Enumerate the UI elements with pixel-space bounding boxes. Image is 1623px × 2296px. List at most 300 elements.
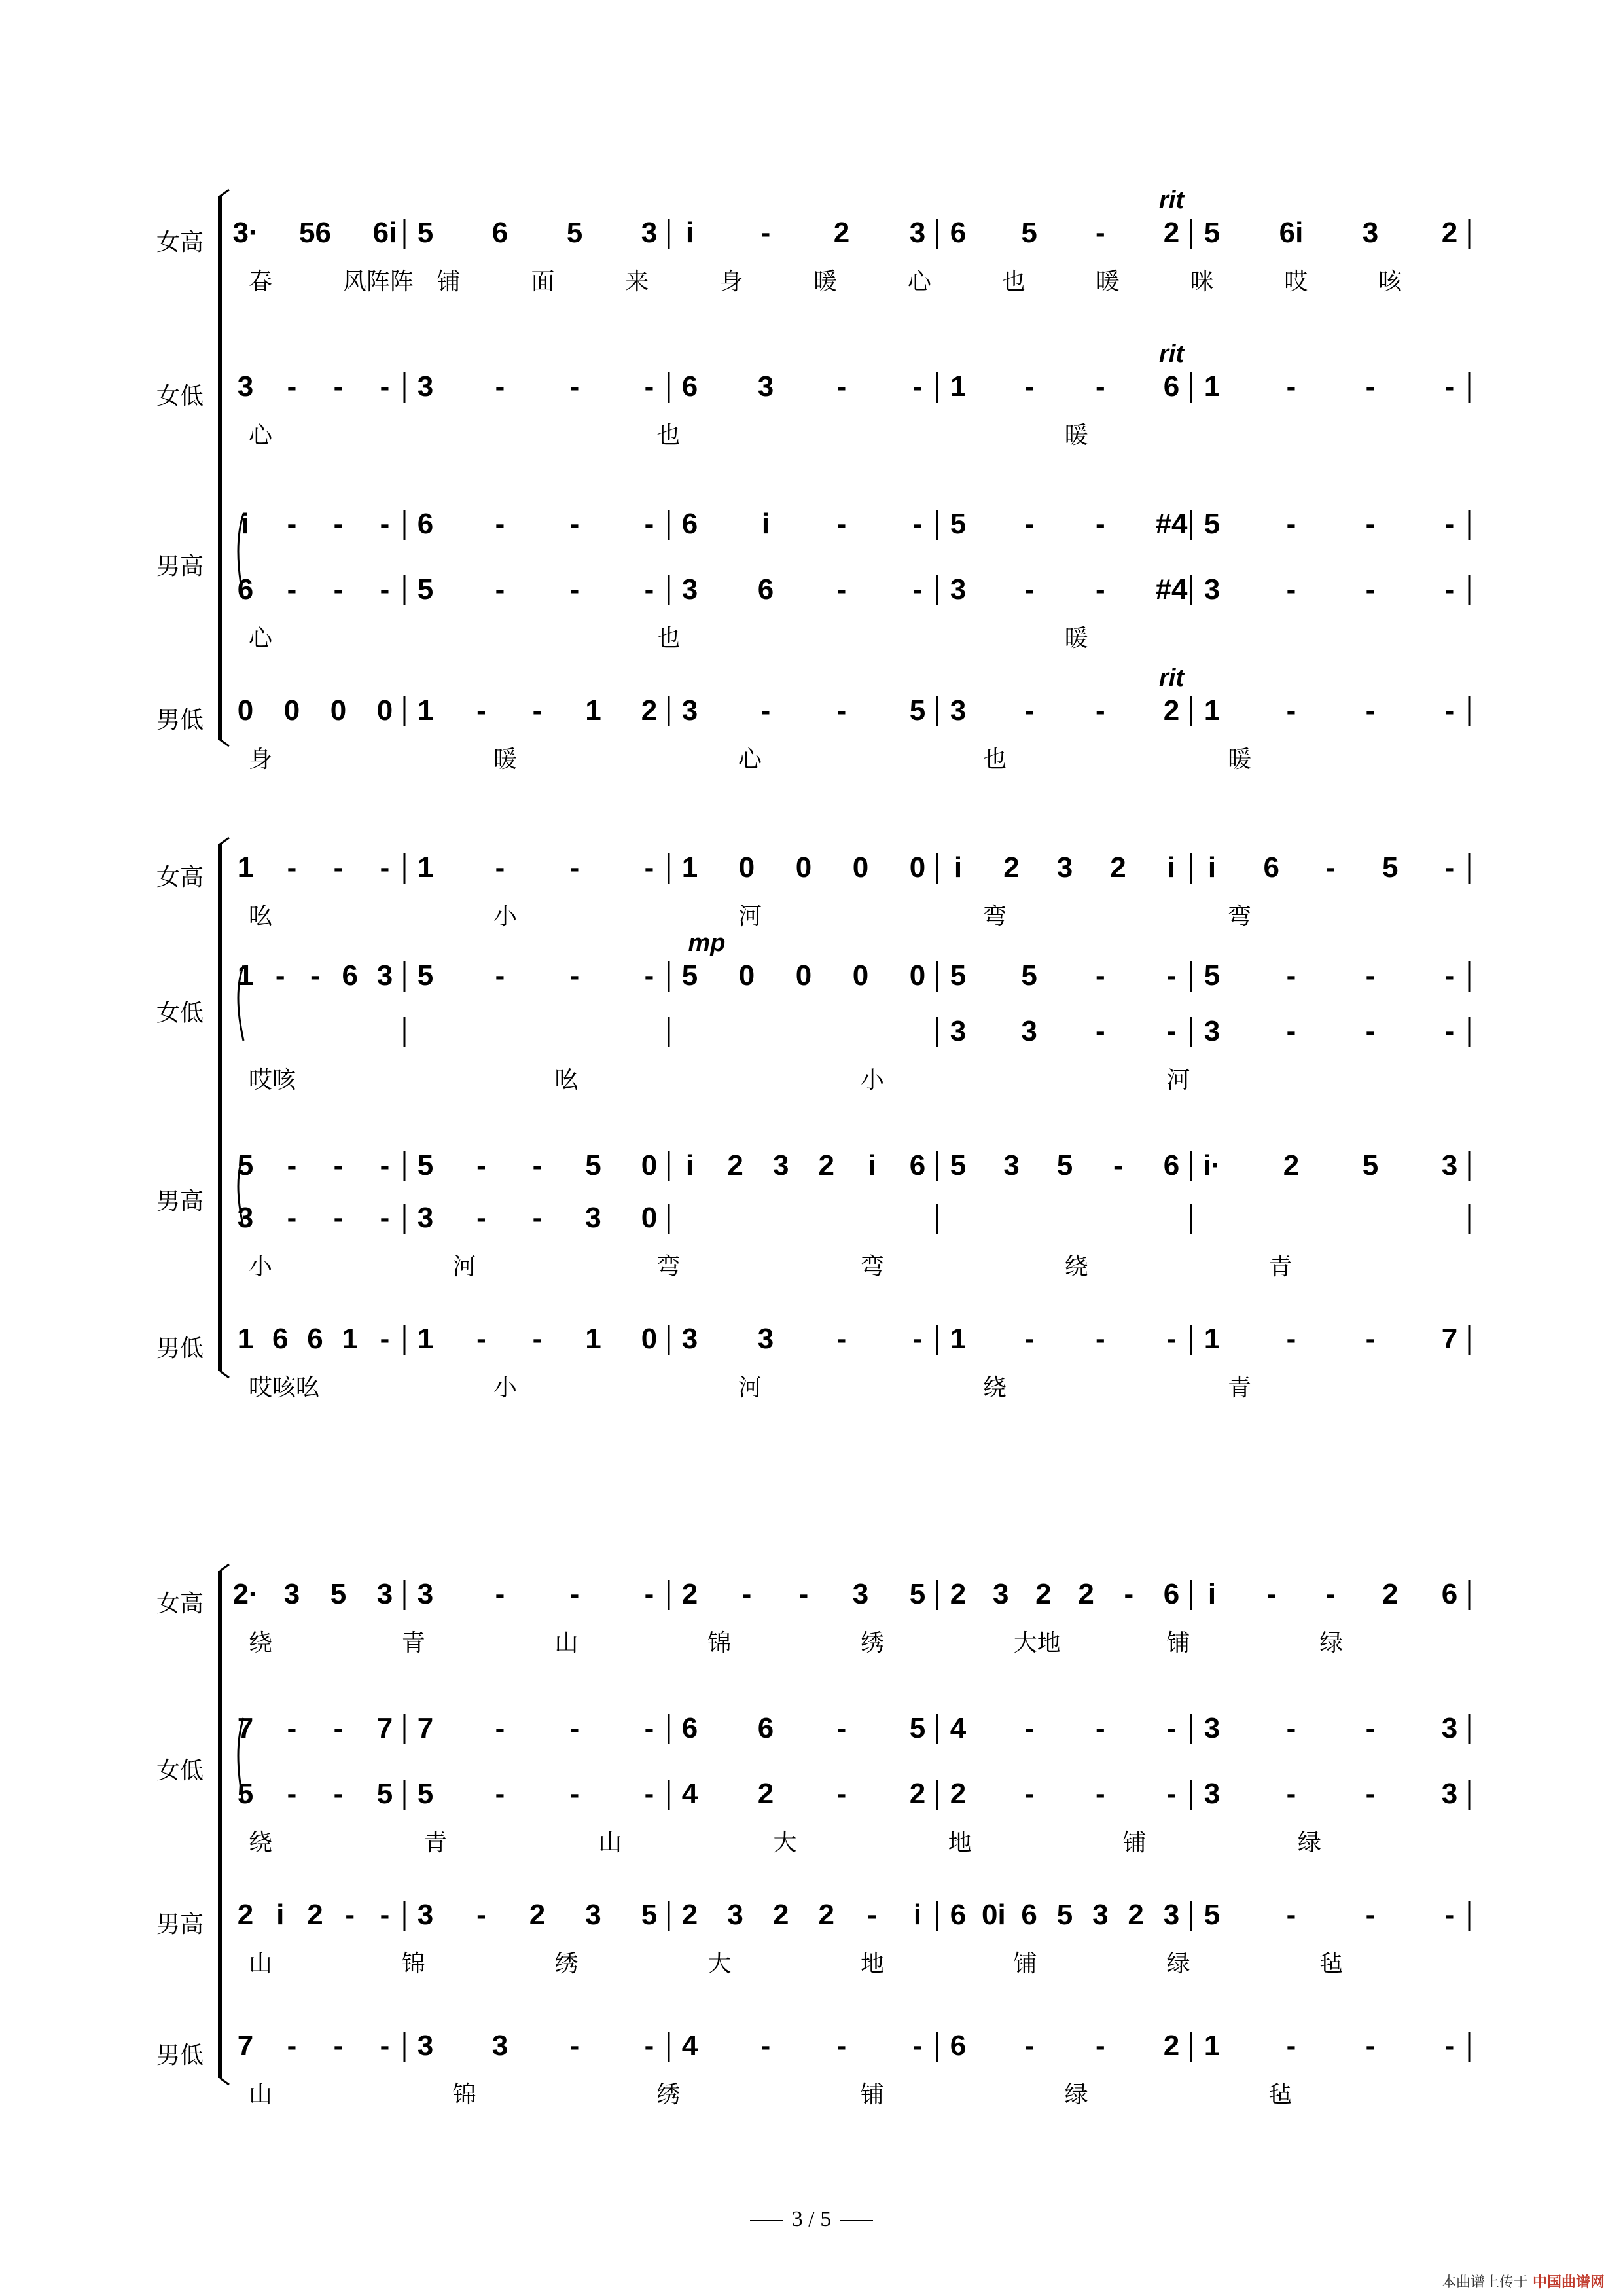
- note: i·: [1203, 1149, 1221, 1181]
- note: i: [1207, 852, 1217, 884]
- note: 6: [1163, 370, 1180, 403]
- note: i: [685, 1149, 694, 1181]
- lyric: 暖: [813, 268, 838, 295]
- note: -: [569, 852, 580, 884]
- note: 3: [681, 573, 698, 605]
- note: 6: [491, 217, 508, 249]
- note: 6: [1163, 1149, 1180, 1181]
- note: -: [912, 2030, 923, 2062]
- note: 1: [1204, 694, 1221, 726]
- note: 3: [772, 1149, 789, 1181]
- note: -: [1365, 694, 1376, 726]
- note: 2: [818, 1899, 835, 1931]
- lyric: 小: [861, 1066, 885, 1093]
- note: i: [276, 1899, 285, 1931]
- note: i: [1167, 852, 1176, 884]
- note: 0: [852, 852, 869, 884]
- note: -: [1365, 1015, 1376, 1047]
- note: -: [1166, 960, 1177, 992]
- note: 6: [950, 217, 967, 249]
- note: 5: [417, 960, 434, 992]
- note: -: [380, 1323, 390, 1355]
- note: -: [1096, 573, 1105, 605]
- note: 1: [1204, 370, 1221, 403]
- note: -: [1096, 2030, 1105, 2062]
- note: 6: [950, 1899, 967, 1931]
- note: -: [333, 573, 344, 605]
- note: 3: [417, 2030, 434, 2062]
- note: 5: [1056, 1899, 1073, 1931]
- note: -: [380, 2030, 390, 2062]
- note: -: [380, 370, 390, 403]
- note: -: [476, 1323, 486, 1355]
- staff-label-女高: 女高: [156, 1590, 204, 1617]
- note: -: [912, 508, 923, 540]
- note: -: [1096, 370, 1105, 403]
- note: 3: [681, 694, 698, 726]
- lyric: 春: [249, 268, 273, 295]
- lyric: 绿: [1166, 1950, 1190, 1977]
- note: 3: [1092, 1899, 1109, 1931]
- lyric: 心: [907, 268, 931, 295]
- note: 1: [417, 694, 434, 726]
- note: -: [644, 1712, 654, 1744]
- note: 2: [950, 1778, 967, 1810]
- note: 3: [852, 1578, 869, 1610]
- note: -: [741, 1578, 752, 1610]
- mark-rit: rit: [1159, 664, 1184, 692]
- lyric: 青: [423, 1829, 448, 1856]
- note: i: [1207, 1578, 1217, 1610]
- note: 5: [950, 508, 967, 540]
- note: -: [569, 573, 580, 605]
- note: 6: [681, 370, 698, 403]
- note: -: [836, 508, 847, 540]
- lyric: 河: [738, 1374, 762, 1401]
- note: 1: [585, 694, 601, 726]
- lyric: 河: [1166, 1066, 1190, 1093]
- note: 2: [1163, 694, 1180, 726]
- lyric: 毡: [1319, 1950, 1344, 1977]
- note: 3: [1021, 1015, 1037, 1047]
- note: -: [1286, 508, 1296, 540]
- note: -: [380, 1149, 390, 1181]
- note: 2: [1035, 1578, 1052, 1610]
- note: 2: [681, 1578, 698, 1610]
- note: -: [1024, 1712, 1034, 1744]
- lyric: 绣: [656, 2081, 681, 2108]
- lyric: 来: [625, 268, 649, 295]
- note: 1: [1204, 2030, 1221, 2062]
- note: 6i: [372, 217, 397, 249]
- note: 3: [417, 1202, 434, 1234]
- note: -: [1286, 960, 1296, 992]
- note: -: [1444, 508, 1455, 540]
- note: 1: [237, 852, 254, 884]
- note: -: [912, 573, 923, 605]
- lyric: 弯: [1228, 903, 1252, 929]
- note: 5: [1204, 217, 1221, 249]
- note: -: [836, 2030, 847, 2062]
- note: 3: [376, 960, 393, 992]
- note: -: [333, 1778, 344, 1810]
- lyric: 哎咳: [249, 1066, 296, 1093]
- system-bracket-bottom: [220, 740, 229, 746]
- lyric: 身: [719, 268, 743, 295]
- note: 3: [585, 1202, 601, 1234]
- note: -: [345, 1899, 355, 1931]
- note: -: [532, 1149, 543, 1181]
- note: -: [476, 694, 486, 726]
- note: -: [495, 1778, 505, 1810]
- note: -: [644, 573, 654, 605]
- note: 3: [1441, 1712, 1458, 1744]
- lyric: 弯: [861, 1253, 885, 1280]
- lyric: 地: [948, 1829, 972, 1856]
- page-number: [0, 2207, 1623, 2232]
- note: 3: [950, 694, 967, 726]
- note: 1: [585, 1323, 601, 1355]
- lyric: 河: [738, 903, 762, 929]
- note: 6: [307, 1323, 323, 1355]
- note: 0: [909, 960, 926, 992]
- note: -: [287, 1712, 297, 1744]
- note: -: [836, 1712, 847, 1744]
- lyric: 山: [598, 1829, 622, 1856]
- note: #4: [1155, 508, 1188, 540]
- note: -: [1096, 508, 1105, 540]
- lyric: 铺: [1122, 1829, 1147, 1856]
- note: 5: [909, 1712, 926, 1744]
- system-bracket-bottom: [220, 1371, 229, 1378]
- note: 2: [818, 1149, 835, 1181]
- note: -: [1096, 1778, 1105, 1810]
- note: 7: [237, 1712, 254, 1744]
- lyric: 风阵阵: [342, 268, 414, 295]
- note: -: [333, 370, 344, 403]
- lyric: 哎: [1284, 268, 1308, 295]
- lyric: 面: [531, 268, 555, 295]
- note: -: [1444, 370, 1455, 403]
- note: 3: [681, 1323, 698, 1355]
- note: -: [1365, 960, 1376, 992]
- note: -: [1266, 1578, 1277, 1610]
- note: 5: [681, 960, 698, 992]
- note: -: [798, 1578, 809, 1610]
- note: -: [476, 1202, 486, 1234]
- note: -: [495, 573, 505, 605]
- staff-label-女低: 女低: [156, 1757, 204, 1784]
- note: -: [569, 508, 580, 540]
- note: 2: [681, 1899, 698, 1931]
- note: #4: [1155, 573, 1188, 605]
- note: 0: [330, 694, 347, 726]
- note: -: [644, 960, 654, 992]
- note: 3: [1441, 1149, 1458, 1181]
- note: 2: [641, 694, 658, 726]
- note: 6: [1021, 1899, 1037, 1931]
- note: 6: [1441, 1578, 1458, 1610]
- note: -: [1365, 370, 1376, 403]
- note: 5: [1204, 1899, 1221, 1931]
- note: -: [380, 573, 390, 605]
- note: -: [760, 2030, 771, 2062]
- note: -: [836, 1778, 847, 1810]
- lyric: 吆: [554, 1066, 579, 1093]
- note: 1: [237, 1323, 254, 1355]
- note: i: [761, 508, 770, 540]
- note: 5: [1021, 960, 1037, 992]
- note: -: [760, 694, 771, 726]
- note: 2: [909, 1778, 926, 1810]
- note: -: [275, 960, 285, 992]
- note: 3: [417, 1578, 434, 1610]
- note: -: [1365, 2030, 1376, 2062]
- lyric: 绕: [983, 1374, 1007, 1401]
- note: -: [287, 1149, 297, 1181]
- note: 3: [491, 2030, 508, 2062]
- note: 6: [1163, 1578, 1180, 1610]
- note: -: [1286, 370, 1296, 403]
- site-footer: [1442, 2271, 1605, 2291]
- lyric: 山: [249, 1950, 273, 1977]
- lyric: 也: [983, 745, 1007, 772]
- note: 5: [1382, 852, 1399, 884]
- lyric: 河: [452, 1253, 476, 1280]
- note: 1: [417, 1323, 434, 1355]
- note: 2: [1283, 1149, 1300, 1181]
- lyric: 吆: [249, 903, 273, 929]
- note: 0: [909, 852, 926, 884]
- note: 5: [950, 1149, 967, 1181]
- note: -: [1444, 694, 1455, 726]
- note: -: [644, 1578, 654, 1610]
- page-number-text: 3 / 5: [791, 2207, 832, 2231]
- lyric: 绕: [1064, 1253, 1088, 1280]
- note: -: [495, 960, 505, 992]
- note: -: [495, 370, 505, 403]
- footer-note: 本曲谱上传于: [1441, 2274, 1528, 2291]
- note: 6: [272, 1323, 289, 1355]
- lyric: 绿: [1319, 1629, 1344, 1656]
- note: -: [569, 2030, 580, 2062]
- note: 0: [795, 852, 812, 884]
- note: -: [287, 2030, 297, 2062]
- note: 6: [237, 573, 254, 605]
- lyric: 暖: [1064, 624, 1088, 651]
- lyric: 咪: [1190, 268, 1214, 295]
- staff-label-女高: 女高: [156, 863, 204, 890]
- note: 6: [950, 2030, 967, 2062]
- note: 3: [283, 1578, 300, 1610]
- note: -: [1166, 1323, 1177, 1355]
- note: i: [954, 852, 963, 884]
- note: 2: [1078, 1578, 1094, 1610]
- note: 5: [1362, 1149, 1379, 1181]
- note: -: [912, 1323, 923, 1355]
- note: 3: [1204, 1778, 1221, 1810]
- note: -: [1024, 1323, 1034, 1355]
- note: 1: [950, 1323, 967, 1355]
- lyric: 绣: [554, 1950, 579, 1977]
- note: 5: [641, 1899, 658, 1931]
- note: -: [1024, 508, 1034, 540]
- note: 3: [992, 1578, 1009, 1610]
- note: 1: [342, 1323, 358, 1355]
- note: -: [310, 960, 320, 992]
- staff-label-男高: 男高: [156, 1187, 204, 1214]
- note: -: [912, 370, 923, 403]
- note: -: [1024, 573, 1034, 605]
- note: -: [380, 508, 390, 540]
- note: -: [1365, 1712, 1376, 1744]
- note: 4: [681, 1778, 698, 1810]
- note: -: [1286, 1778, 1296, 1810]
- note: -: [1166, 1778, 1177, 1810]
- note: 56: [299, 217, 331, 249]
- note: -: [1326, 1578, 1336, 1610]
- staff-label-男低: 男低: [156, 1335, 204, 1361]
- lyric: 也: [656, 624, 681, 651]
- note: 5: [237, 1149, 254, 1181]
- lyric: 暖: [1064, 422, 1088, 448]
- note: -: [495, 508, 505, 540]
- note: 5: [376, 1778, 393, 1810]
- note: -: [1096, 1323, 1105, 1355]
- note: 3: [641, 217, 658, 249]
- note: -: [836, 694, 847, 726]
- lyric: 山: [249, 2081, 273, 2108]
- note: -: [380, 1202, 390, 1234]
- note: -: [1365, 508, 1376, 540]
- footer-brand: 中国曲谱网: [1532, 2274, 1605, 2291]
- note: 1: [950, 370, 967, 403]
- note: -: [333, 1149, 344, 1181]
- note: -: [836, 1323, 847, 1355]
- note: 5: [237, 1778, 254, 1810]
- note: 2: [1110, 852, 1126, 884]
- note: -: [1365, 1778, 1376, 1810]
- note: -: [1286, 1323, 1296, 1355]
- lyric: 绿: [1297, 1829, 1321, 1856]
- note: 3: [909, 217, 926, 249]
- note: 5: [585, 1149, 601, 1181]
- note: 2: [1441, 217, 1458, 249]
- note: 2: [1382, 1578, 1399, 1610]
- note: -: [380, 852, 390, 884]
- lyric: 山: [554, 1629, 579, 1656]
- note: 2: [529, 1899, 546, 1931]
- note: 2: [237, 1899, 254, 1931]
- note: 3: [757, 370, 774, 403]
- note: -: [495, 852, 505, 884]
- mark-rit: rit: [1159, 187, 1184, 214]
- note: 2: [950, 1578, 967, 1610]
- note: -: [333, 1202, 344, 1234]
- system-bracket-bottom: [220, 2078, 229, 2085]
- lyric: 青: [1228, 1374, 1252, 1401]
- note: 3: [1204, 573, 1221, 605]
- note: -: [569, 1578, 580, 1610]
- lyric: 绣: [861, 1629, 885, 1656]
- note: -: [287, 573, 297, 605]
- staff-label-男低: 男低: [156, 2041, 204, 2068]
- note: -: [836, 573, 847, 605]
- lyric: 锦: [401, 1950, 425, 1977]
- note: 4: [950, 1712, 967, 1744]
- note: -: [1326, 852, 1336, 884]
- note: 7: [417, 1712, 434, 1744]
- note: 3: [237, 370, 254, 403]
- note: -: [569, 1712, 580, 1744]
- lyric: 也: [1001, 268, 1026, 295]
- note: 3: [1204, 1712, 1221, 1744]
- lyric: 锦: [707, 1629, 732, 1656]
- system-bracket-top: [220, 190, 229, 196]
- note: 6: [681, 1712, 698, 1744]
- note: 6: [342, 960, 358, 992]
- note: -: [1286, 573, 1296, 605]
- note: 5: [1204, 508, 1221, 540]
- note: -: [1024, 370, 1034, 403]
- note: 0: [376, 694, 393, 726]
- note: 2: [757, 1778, 774, 1810]
- staff-label-男低: 男低: [156, 706, 204, 733]
- note: -: [1444, 1015, 1455, 1047]
- note: -: [333, 508, 344, 540]
- note: -: [644, 370, 654, 403]
- note: -: [644, 2030, 654, 2062]
- staff-label-女低: 女低: [156, 999, 204, 1026]
- staff-label-女高: 女高: [156, 228, 204, 255]
- note: -: [1096, 217, 1105, 249]
- note: -: [476, 1899, 486, 1931]
- note: -: [867, 1899, 877, 1931]
- note: 5: [950, 960, 967, 992]
- note: 0: [283, 694, 300, 726]
- lyric: 绿: [1064, 2081, 1088, 2108]
- note: 5: [330, 1578, 347, 1610]
- note: 3: [757, 1323, 774, 1355]
- note: 3: [417, 370, 434, 403]
- note: 5: [1056, 1149, 1073, 1181]
- note: 5: [1204, 960, 1221, 992]
- note: -: [333, 852, 344, 884]
- lyric: 毡: [1268, 2081, 1293, 2108]
- note: -: [1444, 1899, 1455, 1931]
- note: 5: [417, 1149, 434, 1181]
- note: 5: [417, 1778, 434, 1810]
- note: -: [1024, 2030, 1034, 2062]
- lyric: 暖: [493, 745, 518, 772]
- note: 3: [1003, 1149, 1020, 1181]
- note: 6: [1263, 852, 1279, 884]
- note: -: [1286, 694, 1296, 726]
- lyric: 弯: [656, 1253, 681, 1280]
- note: -: [532, 694, 543, 726]
- note: 2: [833, 217, 850, 249]
- note: 6i: [1279, 217, 1304, 249]
- note: 0: [237, 694, 254, 726]
- note: 5: [1021, 217, 1037, 249]
- note: -: [495, 1578, 505, 1610]
- staff-label-女低: 女低: [156, 382, 204, 409]
- note: -: [836, 370, 847, 403]
- lyric: 哎咳吆: [249, 1374, 320, 1401]
- lyric: 小: [493, 903, 518, 929]
- note: -: [476, 1149, 486, 1181]
- note: -: [569, 960, 580, 992]
